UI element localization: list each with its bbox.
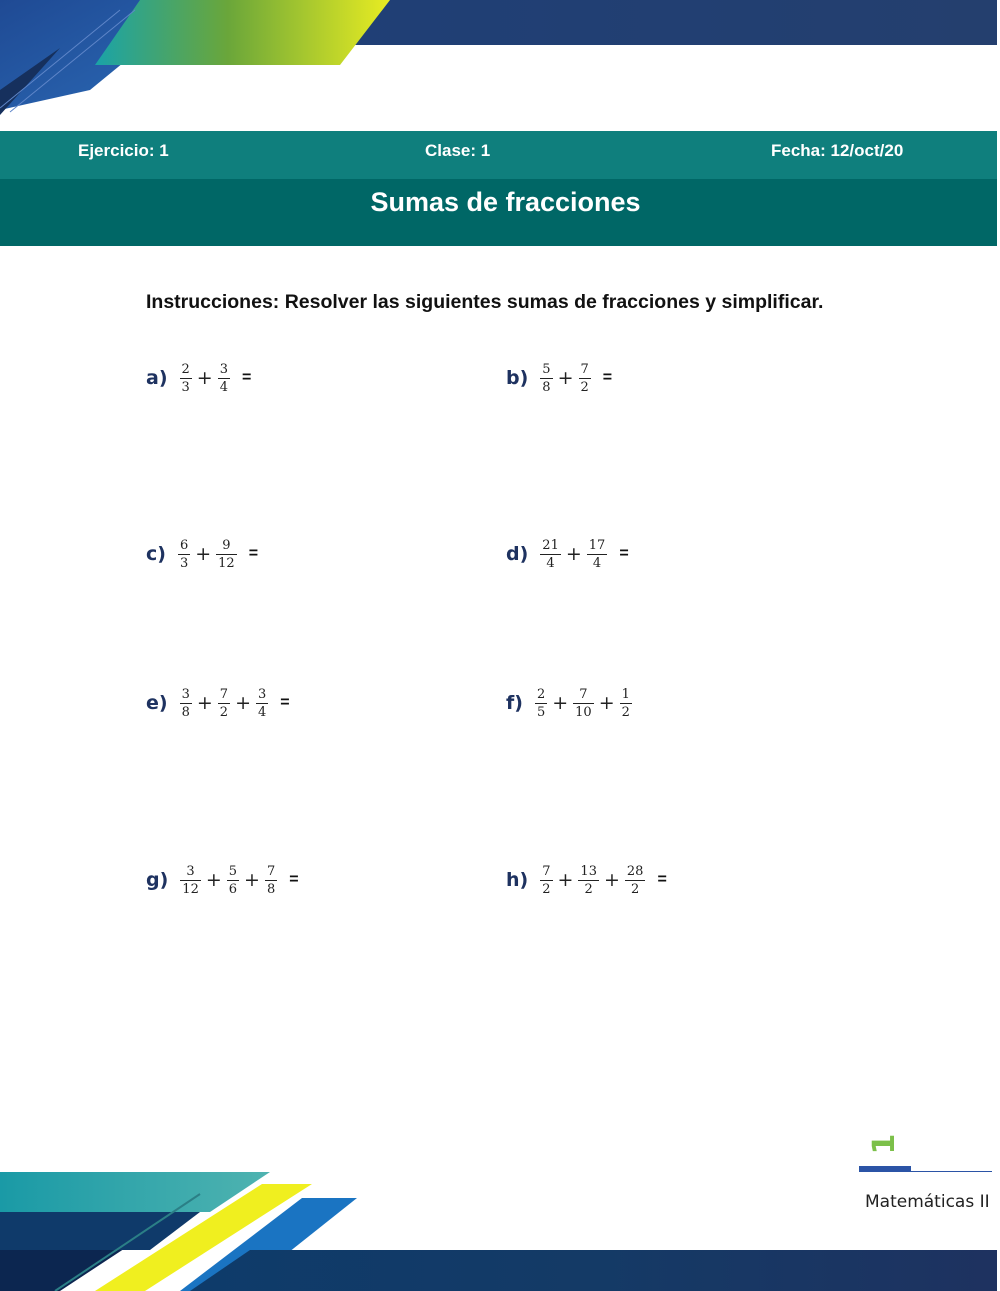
fraction-bar xyxy=(180,378,192,379)
fraction-denominator: 2 xyxy=(542,881,551,897)
fraction-numerator: 2 xyxy=(181,361,190,377)
fraction-denominator: 8 xyxy=(181,704,190,720)
bottom-banner-decoration xyxy=(0,1160,1000,1291)
fraction xyxy=(265,864,277,897)
fraction-bar xyxy=(178,554,190,555)
fraction-denominator: 10 xyxy=(575,704,592,720)
plus-operator: + xyxy=(235,692,251,714)
equals-sign: = xyxy=(248,545,259,562)
exercise-label: e) xyxy=(146,692,168,714)
plus-operator: + xyxy=(196,367,213,389)
fraction-numerator: 3 xyxy=(186,863,195,879)
fraction-denominator: 3 xyxy=(179,555,189,571)
fraction-numerator: 6 xyxy=(179,537,189,553)
fraction-numerator: 13 xyxy=(580,863,597,879)
fraction-bar xyxy=(180,703,192,704)
fraction-numerator: 7 xyxy=(580,361,589,377)
fraction-bar xyxy=(216,554,237,555)
exercise-item xyxy=(506,858,667,902)
fraction xyxy=(587,538,608,571)
fraction xyxy=(180,864,201,897)
fraction-denominator: 5 xyxy=(536,704,546,720)
fraction xyxy=(180,687,192,720)
exercise-item xyxy=(146,858,299,902)
fraction xyxy=(579,362,591,395)
fraction-bar xyxy=(620,703,632,704)
fraction xyxy=(180,362,192,395)
fraction-denominator: 4 xyxy=(546,555,555,571)
fraction-bar xyxy=(540,880,552,881)
equals-sign: = xyxy=(619,545,629,562)
fraction-bar xyxy=(587,554,608,555)
exercise-item xyxy=(506,356,612,400)
fraction-bar xyxy=(535,703,547,704)
fraction-numerator: 5 xyxy=(228,863,238,879)
fraction-numerator: 7 xyxy=(219,686,229,702)
page-number: 1 xyxy=(867,1133,902,1155)
footer-divider xyxy=(859,1171,992,1172)
fraction-numerator: 2 xyxy=(536,686,546,702)
plus-operator: + xyxy=(552,692,569,714)
plus-operator: + xyxy=(598,692,615,714)
equals-sign: = xyxy=(280,694,290,711)
plus-operator: + xyxy=(196,692,213,714)
class-number: Clase: 1 xyxy=(425,141,491,160)
equals-sign: = xyxy=(602,369,613,386)
fraction-numerator: 7 xyxy=(266,863,276,879)
fraction-numerator: 1 xyxy=(621,686,630,702)
fraction-bar xyxy=(579,378,591,379)
exercise-item xyxy=(506,532,629,576)
fraction-denominator: 6 xyxy=(228,881,238,897)
fraction xyxy=(227,864,239,897)
fraction-numerator: 3 xyxy=(181,686,190,702)
fraction-bar xyxy=(227,880,239,881)
instructions-text: Instrucciones: Resolver las siguientes sumas de fracciones y simplificar. xyxy=(146,291,824,313)
fraction-bar xyxy=(625,880,646,881)
fraction-numerator: 7 xyxy=(542,863,551,879)
exercise-label: f) xyxy=(506,692,523,714)
fraction xyxy=(218,362,230,395)
fraction-numerator: 3 xyxy=(219,361,228,377)
fraction-denominator: 2 xyxy=(621,704,630,720)
title-bar xyxy=(0,179,997,246)
equals-sign: = xyxy=(289,871,299,888)
plus-operator: + xyxy=(244,869,260,891)
fraction-numerator: 17 xyxy=(588,537,606,553)
fraction xyxy=(216,538,237,571)
plus-operator: + xyxy=(565,543,582,565)
exercise-label: c) xyxy=(146,543,166,565)
exercise-label: d) xyxy=(506,543,529,565)
fraction xyxy=(256,687,268,720)
exercise-label: g) xyxy=(146,869,169,891)
fraction-bar xyxy=(573,703,594,704)
exercise-item xyxy=(506,681,634,725)
fraction-numerator: 7 xyxy=(579,686,588,702)
fraction-denominator: 8 xyxy=(266,881,276,897)
fraction-bar xyxy=(256,703,268,704)
top-banner-decoration xyxy=(0,0,1000,130)
fraction-bar xyxy=(218,703,230,704)
fraction-numerator: 28 xyxy=(626,863,644,879)
fraction-denominator: 4 xyxy=(219,379,228,395)
exercise-item xyxy=(146,681,290,725)
exercise-label: h) xyxy=(506,869,529,891)
plus-operator: + xyxy=(557,367,574,389)
exercise-number: Ejercicio: 1 xyxy=(78,141,169,160)
fraction-denominator: 4 xyxy=(257,704,267,720)
fraction xyxy=(540,864,552,897)
page-title: Sumas de fracciones xyxy=(370,187,641,217)
plus-operator: + xyxy=(205,869,222,891)
fraction xyxy=(625,864,646,897)
date-field: Fecha: 12/oct/20 xyxy=(771,141,904,160)
fraction-denominator: 2 xyxy=(580,379,589,395)
equals-sign: = xyxy=(657,871,667,888)
plus-operator: + xyxy=(195,543,212,565)
exercise-label: b) xyxy=(506,367,529,389)
fraction-bar xyxy=(218,378,230,379)
exercise-item xyxy=(146,532,258,576)
fraction xyxy=(535,687,547,720)
fraction xyxy=(218,687,230,720)
fraction-denominator: 4 xyxy=(592,555,602,571)
fraction-numerator: 9 xyxy=(222,537,231,553)
fraction-numerator: 3 xyxy=(257,686,267,702)
fraction xyxy=(578,864,599,897)
subject-label: Matemáticas II xyxy=(865,1192,990,1212)
fraction-denominator: 12 xyxy=(218,555,235,571)
fraction-denominator: 12 xyxy=(182,881,199,897)
fraction xyxy=(540,538,561,571)
fraction-bar xyxy=(540,554,561,555)
fraction-bar xyxy=(180,880,201,881)
exercise-label: a) xyxy=(146,367,168,389)
fraction-denominator: 8 xyxy=(542,379,551,395)
fraction xyxy=(540,362,552,395)
fraction-bar xyxy=(265,880,277,881)
fraction-denominator: 2 xyxy=(219,704,229,720)
exercise-item xyxy=(146,356,251,400)
info-bar xyxy=(0,131,997,179)
fraction xyxy=(620,687,632,720)
fraction-denominator: 2 xyxy=(631,881,640,897)
plus-operator: + xyxy=(603,869,620,891)
fraction-bar xyxy=(540,378,552,379)
fraction-numerator: 21 xyxy=(542,537,559,553)
fraction-bar xyxy=(578,880,599,881)
plus-operator: + xyxy=(557,869,574,891)
fraction-denominator: 2 xyxy=(584,881,593,897)
fraction xyxy=(573,687,594,720)
fraction-denominator: 3 xyxy=(181,379,190,395)
fraction-numerator: 5 xyxy=(542,361,551,377)
fraction xyxy=(178,538,190,571)
equals-sign: = xyxy=(242,369,252,386)
